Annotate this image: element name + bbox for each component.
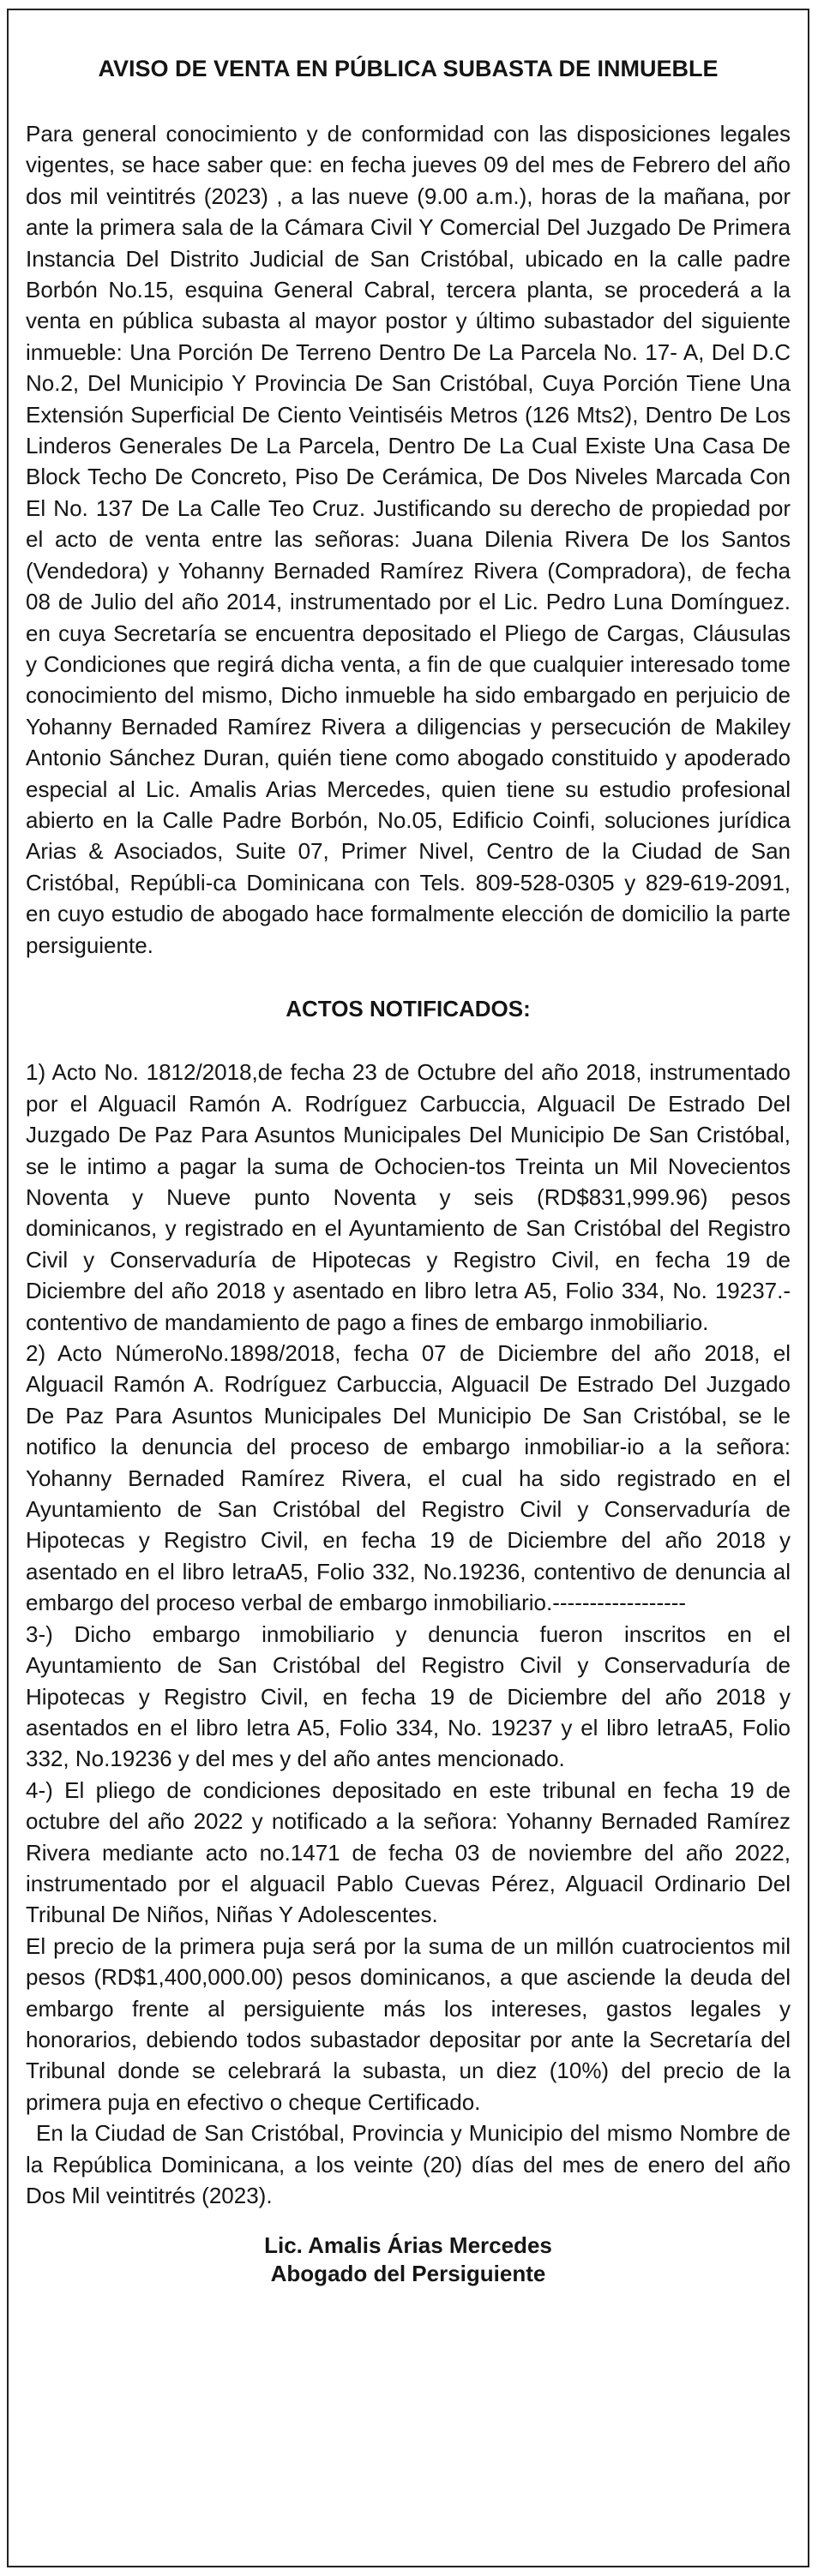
- intro-paragraph: Para general conocimiento y de conformidad con las disposiciones legales vigentes, se hace saber que: en fecha jueves 09 del mes de Febrero del año dos mil veintitrés (2023) , a las nueve (9.00 a.m.), horas de la mañana, por ante la primera sala de la Cámara Civil Y Comercial Del Juzgado De Primera Instancia Del Distrito Judicial de San Cristóbal, ubicado en la calle padre Borbón No.15, esquina General Cabral, tercera planta, se procederá a la venta en pública subasta al mayor postor y último subastador del siguiente inmueble: Una Porción De Terreno Dentro De La Parcela No. 17- A, Del D.C No.2, Del Municipio Y Provincia De San Cristóbal, Cuya Porción Tiene Una Extensión Superficial De Ciento Veintiséis Metros (126 Mts2), Dentro De Los Linderos Generales De La Parcela, Dentro De La Cual Existe Una Casa De Block Techo De Concreto, Piso De Cerámica, De Dos Niveles Marcada Con El No. 137 De La Calle Teo Cruz. Justificando su derecho de propiedad por el acto de venta entre las señoras: Juana Dilenia Rivera De los Santos (Vendedora) y Yohanny Bernaded Ramírez Rivera (Compradora), de fecha 08 de Julio del año 2014, instrumentado por el Lic. Pedro Luna Domínguez. en cuya Secretaría se encuentra depositado el Pliego de Cargas, Cláusulas y Condiciones que regirá dicha venta, a fin de que cualquier interesado tome conocimiento del mismo, Dicho inmueble ha sido embargado en perjuicio de Yohanny Bernaded Ramírez Rivera a diligencias y persecución de Makiley Antonio Sánchez Duran, quién tiene como abogado constituido y apoderado especial al Lic. Amalis Arias Mercedes, quien tiene su estudio profesional abierto en la Calle Padre Borbón, No.05, Edificio Coinfi, soluciones jurídica Arias & Asociados, Suite 07, Primer Nivel, Centro de la Ciudad de San Cristóbal, Repúbli-ca Dominicana con Tels. 809-528-0305 y 829-619-2091, en cuyo estudio de abogado hace formalmente elección de domicilio la parte persiguiente.: [26, 121, 791, 958]
- act-paragraph-2: 2) Acto NúmeroNo.1898/2018, fecha 07 de Diciembre del año 2018, el Alguacil Ramón A. Rodríguez Carbuccia, Alguacil De Estrado Del Juzgado De Paz Para Asuntos Municipales Del Municipio De San Cristóbal, se le notifico la denuncia del proceso de embargo inmobiliar-io a la señora: Yohanny Bernaded Ramírez Rivera, el cual ha sido registrado en el Ayuntamiento de San Cristóbal del Registro Civil y Conservaduría de Hipotecas y Registro Civil, en fecha 19 de Diciembre del año 2018 y asentado en el libro letraA5, Folio 332, No.19236, contentivo de denuncia al embargo del proceso verbal de embargo inmobiliario.------------------: [26, 1340, 791, 1616]
- act-paragraph-1: 1) Acto No. 1812/2018,de fecha 23 de Octubre del año 2018, instrumentado por el Alguacil Ramón A. Rodríguez Carbuccia, Alguacil De Estrado Del Juzgado De Paz Para Asuntos Municipales Del Municipio De San Cristóbal, se le intimo a pagar la suma de Ochocien-tos Treinta un Mil Novecientos Noventa y Nueve punto Noventa y seis (RD$831,999.96) pesos dominicanos, y registrado en el Ayuntamiento de San Cristóbal del Registro Civil y Conservaduría de Hipotecas y Registro Civil, en fecha 19 de Diciembre del año 2018 y asentado en libro letra A5, Folio 334, No. 19237.-contentivo de mandamiento de pago a fines de embargo inmobiliario.: [26, 1059, 791, 1335]
- act-paragraph-4: 4-) El pliego de condiciones depositado en este tribunal en fecha 19 de octubre del año 2022 y notificado a la señora: Yohanny Bernaded Ramírez Rivera mediante acto no.1471 de fecha 03 de noviembre del año 2022, instrumentado por el alguacil Pablo Cuevas Pérez, Alguacil Ordinario Del Tribunal De Niños, Niñas Y Adolescentes.: [26, 1776, 791, 1928]
- signature-name: Lic. Amalis Árias Mercedes: [264, 2232, 552, 2259]
- notice-content: [9, 10, 808, 2288]
- section-title-actos: ACTOS NOTIFICADOS:: [286, 995, 531, 1021]
- notice-title: AVISO DE VENTA EN PÚBLICA SUBASTA DE INMUEBLE: [98, 56, 719, 81]
- legal-notice: [7, 9, 809, 2567]
- signature-block: [26, 2232, 791, 2288]
- act-paragraph-3: 3-) Dicho embargo inmobiliario y denuncia fueron inscritos en el Ayuntamiento de San Cristóbal del Registro Civil y Conservaduría de Hipotecas y Registro Civil, en fecha 19 de Diciembre del año 2018 y asentados en el libro letra A5, Folio 334, No. 19237 y el libro letraA5, Folio 332, No.19236 y del mes y del año antes mencionado.: [26, 1620, 791, 1772]
- signature-role: Abogado del Persiguiente: [270, 2261, 546, 2287]
- closing-paragraph: En la Ciudad de San Cristóbal, Provincia y Municipio del mismo Nombre de la República Dominicana, a los veinte (20) días del mes de enero del año Dos Mil veintitrés (2023).: [26, 2120, 791, 2208]
- price-paragraph: El precio de la primera puja será por la suma de un millón cuatrocientos mil pesos (RD$1,400,000.00) pesos dominicanos, a que asciende la deuda del embargo frente al persiguiente más los intereses, gastos legales y honorarios, debiendo todos subastador depositar por ante la Secretaría del Tribunal donde se celebrará la subasta, un diez (10%) del precio de la primera puja en efectivo o cheque Certificado.: [26, 1932, 791, 2115]
